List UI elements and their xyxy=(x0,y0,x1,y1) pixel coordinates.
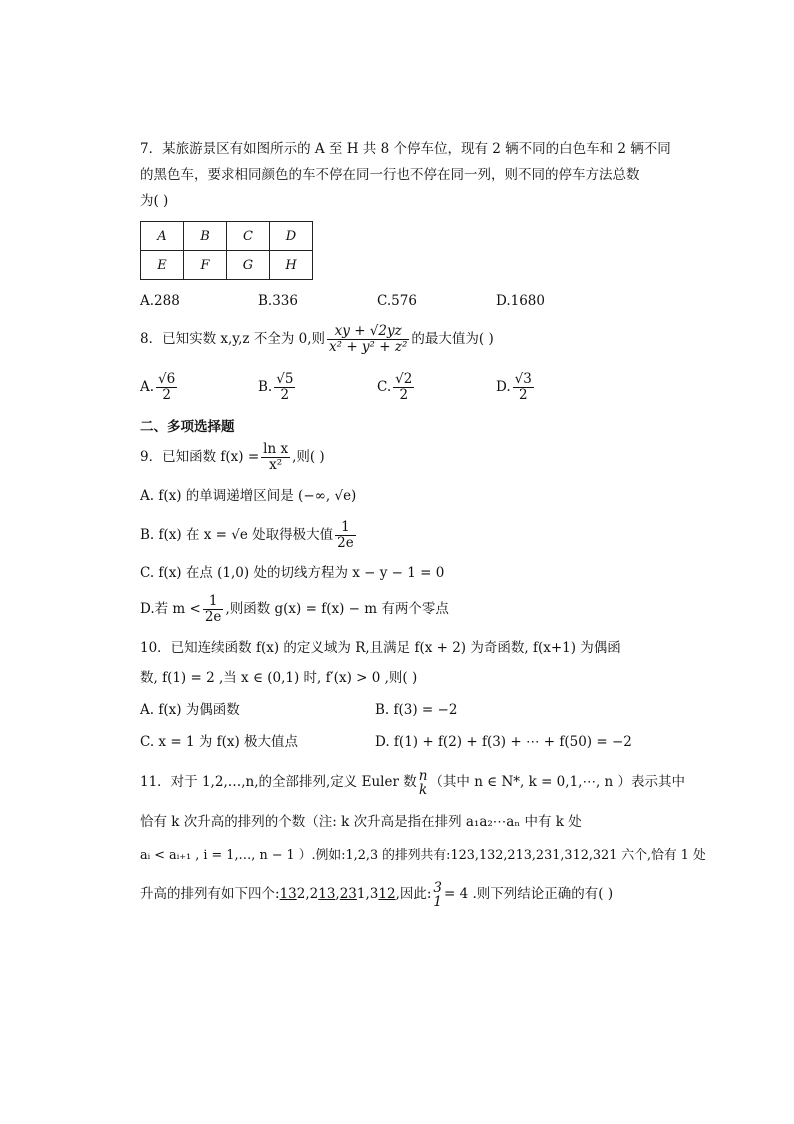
q8-fraction xyxy=(327,324,409,355)
q7-option-b: B.336 xyxy=(258,293,298,309)
option-num: √3 xyxy=(514,371,532,387)
q11-text-line4 xyxy=(140,874,613,914)
q9-option-c: C. f(x) 在点 (1,0) 处的切线方程为 x − y − 1 = 0 xyxy=(140,565,445,581)
underlined-ascent: 13 xyxy=(279,886,297,902)
euler-top: 3 xyxy=(433,879,443,896)
euler-bottom: 1 xyxy=(433,893,443,910)
q11-text-part: 1,3 xyxy=(356,886,379,902)
q8-frac-num: xy + √2yz xyxy=(327,324,409,340)
q8-option-b xyxy=(258,370,297,404)
q11-text-line3: aᵢ < aᵢ₊₁ , i = 1,…, n − 1 ）.例如:1,2,3 的排列共有:123,132,213,231,312,321 六个,恰有 1 处 xyxy=(140,848,706,863)
q8-option-a xyxy=(140,370,179,404)
grid-cell: F xyxy=(184,251,227,280)
q9-optb-num: 1 xyxy=(335,520,356,536)
q10-option-b: B. f(3) = −2 xyxy=(375,702,458,718)
grid-cell: E xyxy=(141,251,184,280)
q8-option-c xyxy=(377,370,416,404)
q11-text-part: ,因此: xyxy=(395,886,432,902)
underlined-ascent: 12 xyxy=(378,886,396,902)
q10-option-d: D. f(1) + f(2) + f(3) + ⋯ + f(50) = −2 xyxy=(375,734,632,750)
grid-cell: D xyxy=(270,222,313,251)
grid-cell: B xyxy=(184,222,227,251)
grid-cell: G xyxy=(227,251,270,280)
q7-option-a: A.288 xyxy=(140,293,180,309)
q8-option-d xyxy=(496,370,536,404)
q9-prefix: 9．已知函数 f(x) = xyxy=(140,449,260,465)
underlined-ascent: 13 xyxy=(318,886,336,902)
q9-option-b xyxy=(140,518,358,552)
q11-line1-prefix: 11．对于 1,2,…,n,的全部排列,定义 Euler 数 xyxy=(140,774,417,790)
option-label: C. xyxy=(377,379,392,395)
q9-optd-num: 1 xyxy=(203,594,224,610)
q9-option-a: A. f(x) 的单调递增区间是 (−∞, √e) xyxy=(140,488,357,504)
parking-grid xyxy=(140,221,313,280)
q9-stem xyxy=(140,440,325,474)
option-den: 2 xyxy=(162,387,171,403)
q11-text-line2: 恰有 k 次升高的排列的个数（注: k 次升高是指在排列 a₁a₂⋯aₙ 中有 k 处 xyxy=(140,814,582,830)
q11-line1-suffix: （其中 n ∈ N*, k = 0,1,⋯, n ）表示其中 xyxy=(429,774,686,790)
q9-optd-den: 2e xyxy=(204,609,222,625)
q9-optb-prefix: B. f(x) 在 x = √e 处取得极大值 xyxy=(140,527,334,543)
q7-option-d: D.1680 xyxy=(496,293,545,309)
q9-optb-den: 2e xyxy=(337,535,354,551)
q7-option-c: C.576 xyxy=(377,293,417,309)
option-den: 2 xyxy=(399,387,409,403)
option-den: 2 xyxy=(280,387,290,403)
q9-frac-num: ln x xyxy=(263,441,289,457)
q7-text-line1: 7．某旅游景区有如图所示的 A 至 H 共 8 个停车位，现有 2 辆不同的白色车和 2 辆不同 xyxy=(140,141,671,157)
q11-text-line1 xyxy=(140,762,685,802)
q7-text-line3: 为( ) xyxy=(140,193,169,209)
q10-text-line1: 10．已知连续函数 f(x) 的定义域为 R,且满足 f(x + 2) 为奇函数, f(x+1) 为偶函 xyxy=(140,640,621,656)
underlined-ascent: 23 xyxy=(339,886,357,902)
q10-text-line2: 数, f(1) = 2 ,当 x ∈ (0,1) 时, f′(x) > 0 ,则( ) xyxy=(140,670,418,686)
q10-option-a: A. f(x) 为偶函数 xyxy=(140,702,240,718)
q8-frac-den: x² + y² + z² xyxy=(329,339,408,355)
option-label: B. xyxy=(258,379,273,395)
option-num: √6 xyxy=(158,371,176,387)
q9-frac-den: x² xyxy=(269,457,283,473)
euler-number-symbol xyxy=(431,881,444,909)
grid-cell: A xyxy=(141,222,184,251)
q8-stem xyxy=(140,322,494,356)
q7-text-line2: 的黑色车，要求相同颜色的车不停在同一行也不停在同一列，则不同的停车方法总数 xyxy=(140,167,640,183)
q8-prefix: 8．已知实数 x,y,z 不全为 0,则 xyxy=(140,331,325,347)
grid-cell: H xyxy=(270,251,313,280)
option-label: A. xyxy=(140,379,155,395)
euler-top: n xyxy=(418,767,428,784)
section-title: 二、多项选择题 xyxy=(140,419,235,435)
option-label: D. xyxy=(496,379,511,395)
grid-cell: C xyxy=(227,222,270,251)
q9-option-d xyxy=(140,592,449,626)
option-num: √5 xyxy=(276,371,294,387)
option-den: 2 xyxy=(518,387,528,403)
q11-text-part: 2,2 xyxy=(296,886,319,902)
q11-line4-prefix: 升高的排列有如下四个: xyxy=(140,886,280,902)
q8-suffix: 的最大值为( ) xyxy=(411,331,494,347)
q9-optd-prefix: D.若 m < xyxy=(140,601,201,617)
euler-bottom: k xyxy=(418,781,428,798)
option-num: √2 xyxy=(395,371,413,387)
q9-optd-suffix: ,则函数 g(x) = f(x) − m 有两个零点 xyxy=(225,601,449,617)
euler-number-symbol xyxy=(417,769,430,797)
q9-suffix: ,则( ) xyxy=(292,449,325,465)
q11-text-part: , xyxy=(335,886,340,902)
q10-option-c: C. x = 1 为 f(x) 极大值点 xyxy=(140,734,299,750)
q11-line4-suffix: = 4 .则下列结论正确的有( ) xyxy=(444,886,614,902)
